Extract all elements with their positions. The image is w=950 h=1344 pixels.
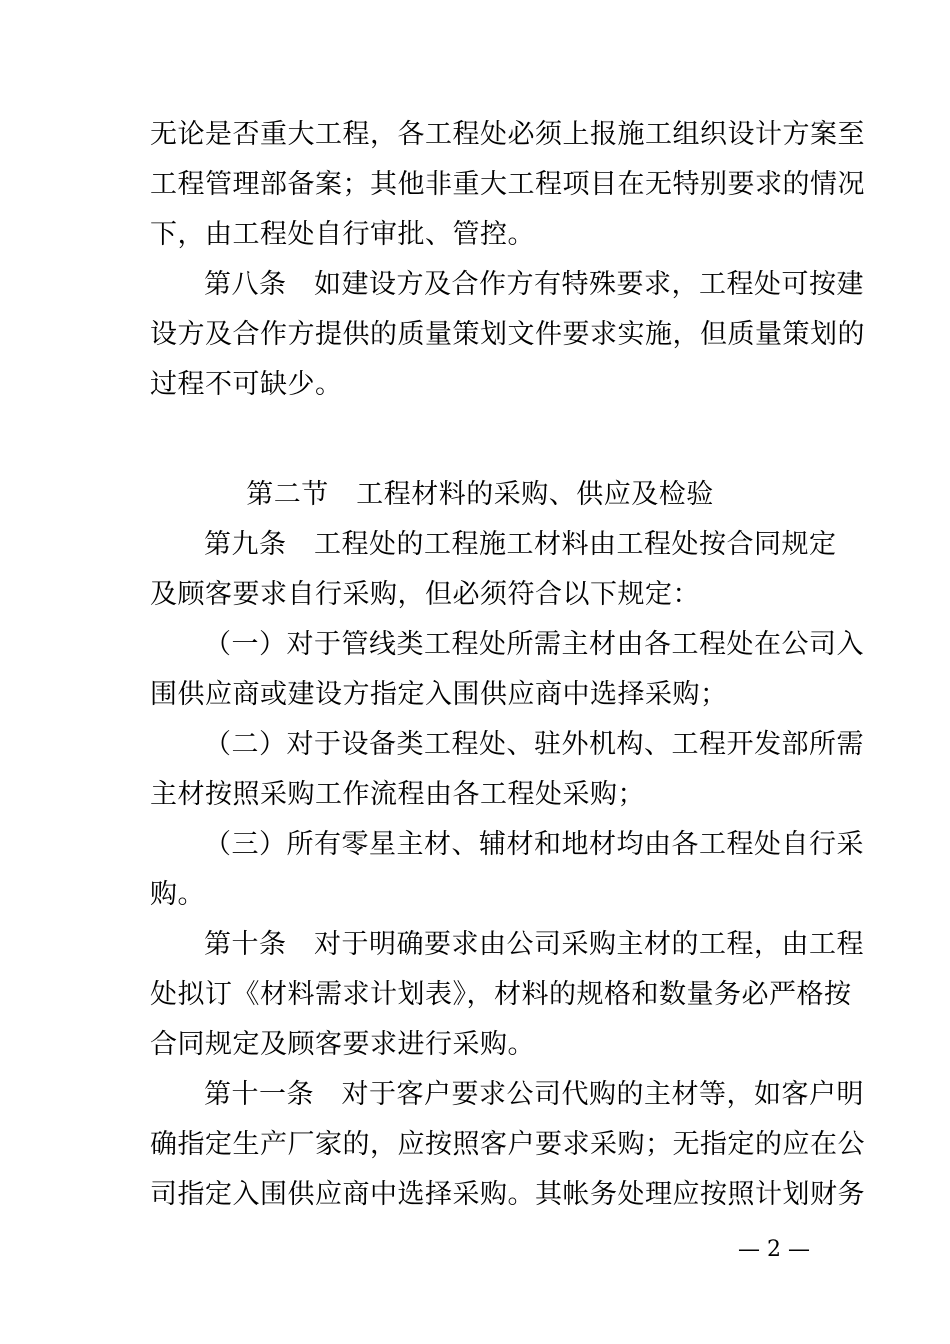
text-line: 无论是否重大工程，各工程处必须上报施工组织设计方案至: [150, 119, 865, 150]
text-line: 下，由工程处自行审批、管控。: [150, 219, 535, 250]
article-11: [150, 1070, 865, 1220]
text-line: （二）对于设备类工程处、驻外机构、工程开发部所需: [204, 729, 864, 760]
clause-3: [150, 820, 864, 920]
text-line: 围供应商或建设方指定入围供应商中选择采购；: [150, 679, 728, 710]
document-page: [150, 110, 865, 1220]
page-number: — 2 —: [738, 1237, 810, 1262]
text-line: 购。: [150, 879, 205, 910]
text-line: 第九条 工程处的工程施工材料由工程处按合同规定: [204, 529, 837, 560]
text-line: 第十一条 对于客户要求公司代购的主材等，如客户明: [204, 1079, 864, 1110]
text-line: 过程不可缺少。: [150, 369, 343, 400]
text-line: （三）所有零星主材、辅材和地材均由各工程处自行采: [204, 829, 864, 860]
text-line: 第十条 对于明确要求由公司采购主材的工程，由工程: [204, 929, 864, 960]
text-line: 第八条 如建设方及合作方有特殊要求，工程处可按建: [204, 269, 864, 300]
text-line: 工程管理部备案；其他非重大工程项目在无特别要求的情况: [150, 169, 865, 200]
text-line: 合同规定及顾客要求进行采购。: [150, 1029, 535, 1060]
text-line: 及顾客要求自行采购，但必须符合以下规定：: [150, 579, 700, 610]
text-line: 确指定生产厂家的，应按照客户要求采购；无指定的应在公: [150, 1129, 865, 1160]
section-heading: 第二节 工程材料的采购、供应及检验: [246, 479, 714, 510]
text-line: 主材按照采购工作流程由各工程处采购；: [150, 779, 645, 810]
text-line: 司指定入围供应商中选择采购。其帐务处理应按照计划财务: [150, 1179, 865, 1210]
article-9: [150, 520, 837, 620]
text-line: 处拟订《材料需求计划表》，材料的规格和数量务必严格按: [150, 979, 852, 1010]
paragraph-continuation: [150, 110, 865, 260]
article-8: [150, 260, 865, 410]
article-10: [150, 920, 864, 1070]
text-line: 设方及合作方提供的质量策划文件要求实施，但质量策划的: [150, 319, 865, 350]
clause-2: [150, 720, 864, 820]
clause-1: [150, 620, 864, 720]
text-line: （一）对于管线类工程处所需主材由各工程处在公司入: [204, 629, 864, 660]
